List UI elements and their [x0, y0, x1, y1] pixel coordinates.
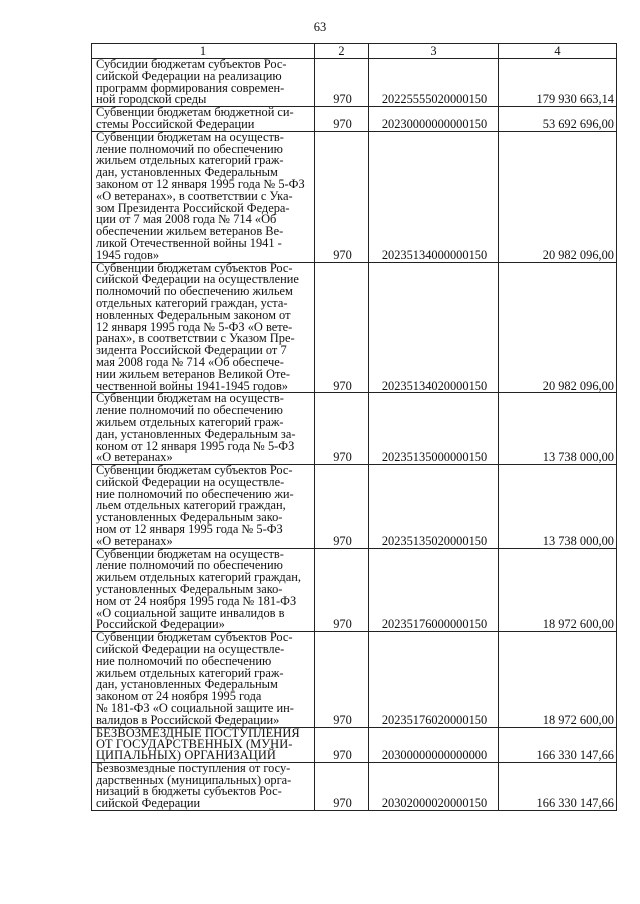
row-amount: 179 930 663,14 — [499, 59, 617, 107]
row-amount: 13 738 000,00 — [499, 393, 617, 465]
budget-revenue-table — [91, 43, 617, 811]
row-name: Субвенции бюджетам на осуществ- ление полномочий по обеспечению жильем отдельных категорий граждан, установленных Федеральным зако- ном от 24 ноября 1995 года № 181-ФЗ «О социальной защите инвалидов в Российской Федерации» — [92, 548, 315, 632]
row-name: Субсидии бюджетам субъектов Рос- сийской Федерации на реализацию программ формирования современ- ной городской среды — [92, 59, 315, 107]
row-kbk: 20235134000000150 — [369, 131, 499, 262]
table-row — [92, 131, 617, 262]
row-admin-code: 970 — [315, 632, 369, 727]
row-name: Безвозмездные поступления от госу- дарственных (муниципальных) орга- низаций в бюджеты субъектов Рос- сийской Федерации — [92, 762, 315, 810]
row-admin-code: 970 — [315, 465, 369, 549]
column-header-amount: 4 — [499, 44, 617, 59]
row-kbk: 20235176020000150 — [369, 632, 499, 727]
page-number: 63 — [313, 20, 327, 34]
row-amount: 20 982 096,00 — [499, 262, 617, 393]
table-row — [92, 727, 617, 762]
row-amount: 166 330 147,66 — [499, 727, 617, 762]
row-name: Субвенции бюджетам субъектов Рос- сийской Федерации на осуществление полномочий по обеспечению жильем отдельных категорий граждан, уста- новленных Федеральным законом от 12 января 1995 года № 5-ФЗ «О вете- ранах», в соответствии с Указом Пре- зидента Российской Федерации от 7 мая 2008 года № 714 «Об обеспече- нии жильем ветеранов Великой Оте- чественной войны 1941-1945 годов» — [92, 262, 315, 393]
row-name: Субвенции бюджетам субъектов Рос- сийской Федерации на осуществле- ние полномочий по обеспечению жи- льем отдельных категорий граждан, установленных Федеральным зако- ном от 12 января 1995 года № 5-ФЗ «О ветеранах» — [92, 465, 315, 549]
row-name: БЕЗВОЗМЕЗДНЫЕ ПОСТУПЛЕНИЯ ОТ ГОСУДАРСТВЕННЫХ (МУНИ- ЦИПАЛЬНЫХ) ОРГАНИЗАЦИЙ — [92, 727, 315, 762]
row-admin-code: 970 — [315, 262, 369, 393]
row-kbk: 20302000020000150 — [369, 762, 499, 810]
row-kbk: 20235135000000150 — [369, 393, 499, 465]
row-kbk: 20230000000000150 — [369, 107, 499, 132]
row-amount: 166 330 147,66 — [499, 762, 617, 810]
row-admin-code: 970 — [315, 131, 369, 262]
row-name: Субвенции бюджетам на осуществ- ление полномочий по обеспечению жильем отдельных категорий граж- дан, установленных Федеральным за- коном от 12 января 1995 года № 5-ФЗ «О ветеранах» — [92, 393, 315, 465]
column-header-kbk: 3 — [369, 44, 499, 59]
row-admin-code: 970 — [315, 107, 369, 132]
row-admin-code: 970 — [315, 393, 369, 465]
row-amount: 13 738 000,00 — [499, 465, 617, 549]
row-kbk: 20235176000000150 — [369, 548, 499, 632]
row-name: Субвенции бюджетам субъектов Рос- сийской Федерации на осуществле- ние полномочий по обеспечению жильем отдельных категорий граж- дан, установленных Федеральным законом от 24 ноября 1995 года № 181-ФЗ «О социальной защите ин- валидов в Российской Федерации» — [92, 632, 315, 727]
row-kbk: 20235134020000150 — [369, 262, 499, 393]
row-admin-code: 970 — [315, 727, 369, 762]
column-header-admin-code: 2 — [315, 44, 369, 59]
table-row — [92, 548, 617, 632]
table-body — [92, 59, 617, 811]
row-kbk: 20235135020000150 — [369, 465, 499, 549]
row-amount: 20 982 096,00 — [499, 131, 617, 262]
row-kbk: 20300000000000000 — [369, 727, 499, 762]
row-admin-code: 970 — [315, 59, 369, 107]
table-row — [92, 762, 617, 810]
row-kbk: 20225555020000150 — [369, 59, 499, 107]
row-amount: 18 972 600,00 — [499, 548, 617, 632]
table-row — [92, 465, 617, 549]
row-name: Субвенции бюджетам бюджетной си- стемы Российской Федерации — [92, 107, 315, 132]
table-row — [92, 632, 617, 727]
column-header-name: 1 — [92, 44, 315, 59]
row-amount: 18 972 600,00 — [499, 632, 617, 727]
table-row — [92, 393, 617, 465]
row-amount: 53 692 696,00 — [499, 107, 617, 132]
row-admin-code: 970 — [315, 762, 369, 810]
table-row — [92, 59, 617, 107]
row-name: Субвенции бюджетам на осуществ- ление полномочий по обеспечению жильем отдельных категорий граж- дан, установленных Федеральным законом от 12 января 1995 года № 5-ФЗ «О ветеранах», в соответствии с Ука- зом Президента Российской Федера- ции от 7 мая 2008 года № 714 «Об обеспечении жильем ветеранов Ве- ликой Отечественной войны 1941 - 1945 годов» — [92, 131, 315, 262]
table-row — [92, 107, 617, 132]
row-admin-code: 970 — [315, 548, 369, 632]
table-row — [92, 262, 617, 393]
